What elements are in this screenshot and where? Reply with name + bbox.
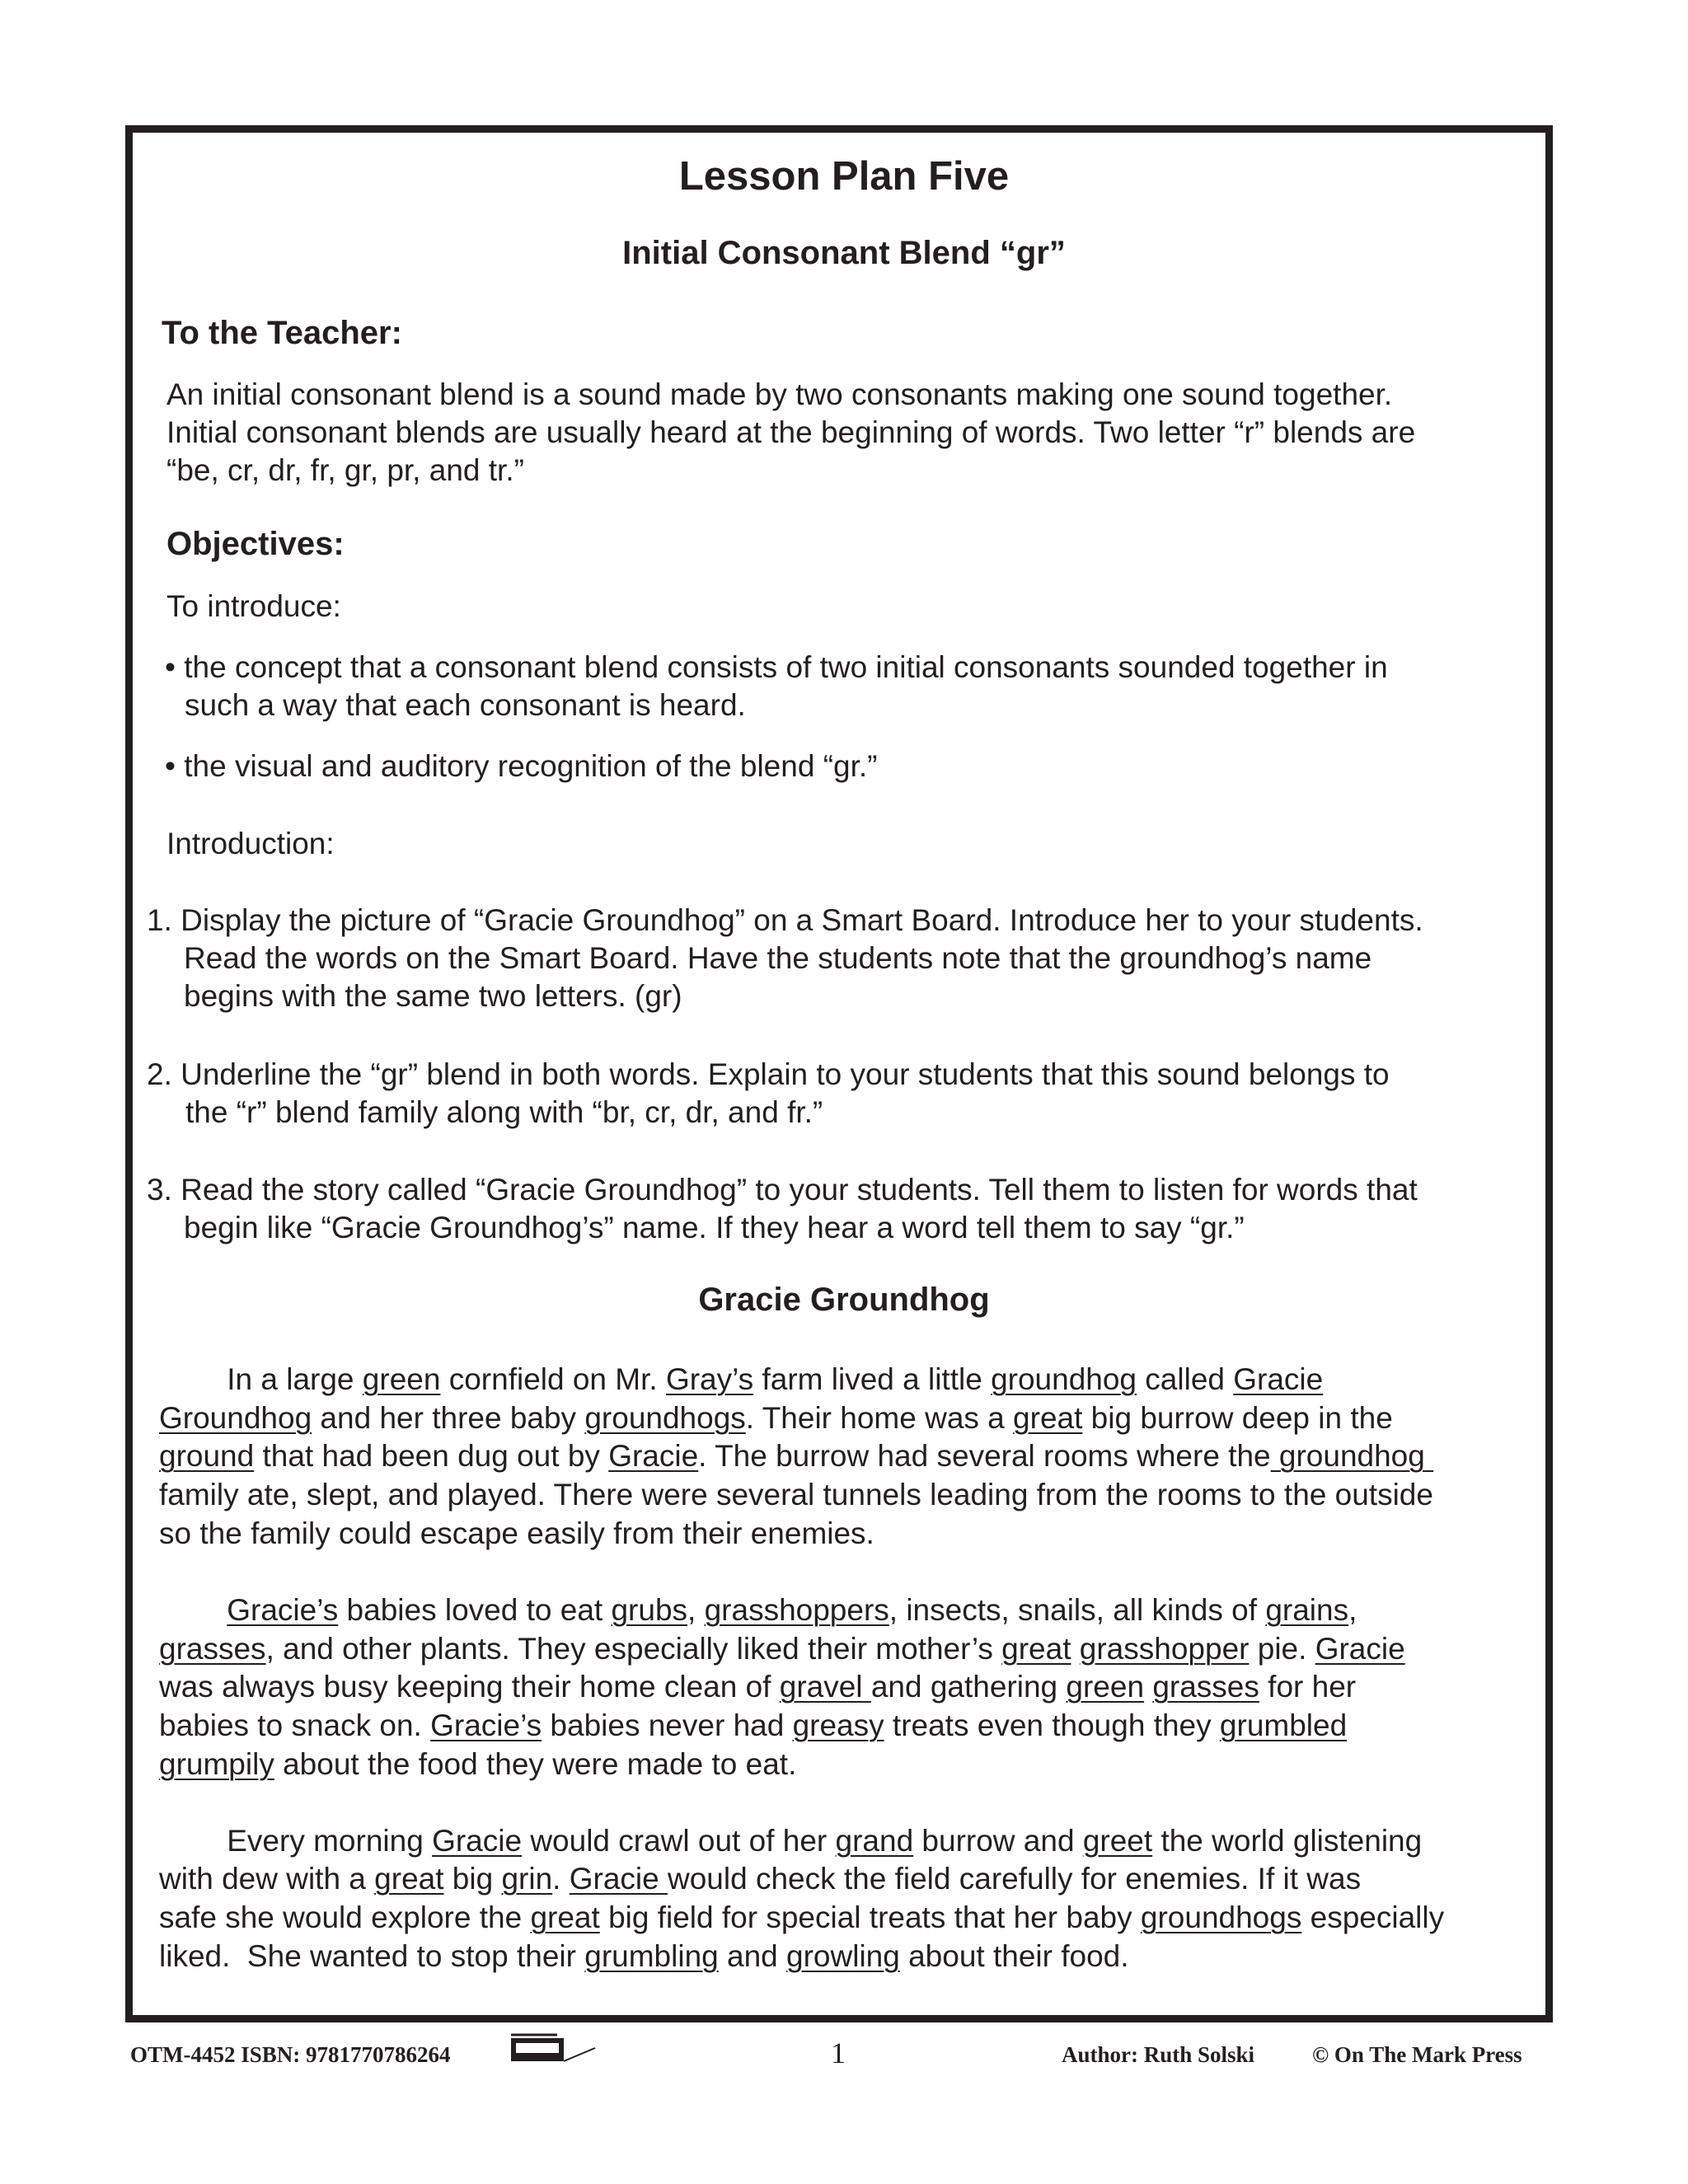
story-text-run: so the family could escape easily from their enemies.: [159, 1516, 874, 1550]
story-text-run: , insects, snails, all kinds of: [889, 1592, 1266, 1627]
bullet-line: • the visual and auditory recognition of the blend “gr.”: [165, 749, 878, 783]
step-line: begin like “Gracie Groundhog’s” name. If they hear a word tell them to say “gr.”: [184, 1211, 1245, 1244]
story-line: [159, 1821, 1422, 1860]
story-text-run: [1144, 1670, 1152, 1704]
page-subtitle: Initial Consonant Blend “gr”: [622, 235, 1066, 271]
objectives-heading: Objectives:: [166, 526, 345, 562]
story-line: [159, 1591, 1357, 1629]
underlined-word: Gracie’s: [227, 1592, 339, 1627]
story-text-run: ,: [687, 1592, 705, 1627]
teacher-line: Initial consonant blends are usually heard at the beginning of words. Two letter “r” blends are: [166, 415, 1416, 449]
underlined-word: grand: [835, 1823, 914, 1858]
underlined-word: great: [374, 1862, 444, 1896]
page-title: Lesson Plan Five: [678, 154, 1010, 199]
story-text-run: big: [443, 1862, 502, 1896]
story-text-run: In a large: [159, 1362, 363, 1396]
story-text-run: . Their home was a: [745, 1400, 1014, 1435]
story-text-run: babies loved to eat: [338, 1592, 612, 1627]
story-line: [159, 1859, 1361, 1898]
page-number: 1: [831, 2036, 846, 2069]
story-text-run: the world glistening: [1152, 1823, 1423, 1858]
underlined-word: grubs: [611, 1592, 688, 1627]
underlined-word: great: [1013, 1400, 1083, 1435]
story-text-run: farm lived a little: [753, 1362, 992, 1396]
story-text-run: cornfield on Mr.: [440, 1362, 666, 1396]
underlined-word: grumpily: [159, 1746, 274, 1781]
underlined-word: Gracie’s: [430, 1708, 542, 1742]
underlined-word: grains: [1265, 1592, 1349, 1627]
footer-code: OTM-4452 ISBN: 9781770786264: [130, 2042, 451, 2067]
underlined-word: Gracie: [1315, 1631, 1405, 1666]
step-line: 2. Underline the “gr” blend in both words. Explain to your students that this sound belongs to: [147, 1057, 1390, 1091]
underlined-word: grasses: [1152, 1670, 1259, 1704]
story-text-run: pie.: [1249, 1631, 1315, 1666]
story-line: [159, 1937, 1129, 1975]
story-text-run: [159, 1593, 227, 1627]
underlined-word: grasshoppers: [704, 1592, 889, 1627]
underlined-word: green: [362, 1362, 441, 1396]
story-text-run: burrow and: [913, 1823, 1083, 1858]
story-text-run: big burrow deep in the: [1082, 1400, 1393, 1435]
underlined-word: Gray’s: [665, 1362, 754, 1396]
story-text-run: Every morning: [159, 1823, 433, 1858]
story-text-run: babies never had: [542, 1708, 793, 1742]
story-text-run: family ate, slept, and played. There were several tunnels leading from the rooms to the outside: [159, 1478, 1433, 1512]
story-text-run: big field for special treats that her baby: [599, 1900, 1141, 1934]
step-line: 1. Display the picture of “Gracie Groundhog” on a Smart Board. Introduce her to your students.: [147, 903, 1423, 937]
underlined-word: groundhog: [1270, 1439, 1434, 1474]
story-text-run: and gathering: [870, 1670, 1067, 1704]
story-text-run: ,: [1348, 1592, 1357, 1627]
teacher-heading: To the Teacher:: [162, 315, 402, 351]
bullet-line: • the concept that a consonant blend consists of two initial consonants sounded together in: [165, 650, 1388, 684]
story-text-run: babies to snack on.: [159, 1708, 431, 1742]
underlined-word: great: [1001, 1631, 1071, 1666]
step-line: the “r” blend family along with “br, cr, dr, and fr.”: [185, 1095, 823, 1129]
story-text-run: with dew with a: [159, 1862, 375, 1896]
story-line: [159, 1436, 1433, 1475]
story-text-run: safe she would explore the: [159, 1900, 531, 1934]
underlined-word: gravel: [779, 1670, 871, 1704]
underlined-word: growling: [786, 1938, 900, 1973]
teacher-line: An initial consonant blend is a sound made by two consonants making one sound together.: [166, 377, 1393, 411]
underlined-word: greasy: [792, 1708, 884, 1742]
underlined-word: grin: [501, 1862, 553, 1896]
teacher-line: “be, cr, dr, fr, gr, pr, and tr.”: [166, 453, 524, 487]
story-text-run: that had been dug out by: [254, 1439, 609, 1474]
story-line: [159, 1898, 1444, 1937]
underlined-word: green: [1066, 1670, 1145, 1704]
underlined-word: Gracie: [432, 1823, 523, 1858]
story-text-run: for her: [1259, 1670, 1357, 1704]
bullet-line: such a way that each consonant is heard.: [185, 688, 746, 722]
story-line: [159, 1475, 1433, 1514]
underlined-word: great: [530, 1900, 600, 1934]
underlined-word: groundhogs: [584, 1400, 746, 1435]
story-text-run: , and other plants. They especially liked their mother’s: [265, 1631, 1002, 1666]
underlined-word: Groundhog: [159, 1400, 312, 1435]
underlined-word: grumbled: [1219, 1708, 1348, 1742]
footer-author: Author: Ruth Solski: [1062, 2042, 1255, 2067]
underlined-word: grumbling: [584, 1938, 719, 1973]
footer-publisher: © On The Mark Press: [1312, 2042, 1522, 2067]
story-text-run: would check the field carefully for enemies. If it was: [667, 1862, 1362, 1896]
story-text-run: .: [552, 1862, 570, 1896]
story-line: [159, 1399, 1393, 1437]
story-title: Gracie Groundhog: [698, 1282, 990, 1318]
story-text-run: would crawl out of her: [522, 1823, 836, 1858]
underlined-word: ground: [159, 1439, 255, 1474]
underlined-word: greet: [1082, 1823, 1153, 1858]
story-line: [159, 1629, 1405, 1668]
story-text-run: about the food they were made to eat.: [274, 1746, 797, 1781]
story-text-run: . The burrow had several rooms where the: [698, 1439, 1271, 1474]
underlined-word: grasses: [159, 1631, 266, 1666]
underlined-word: groundhogs: [1140, 1900, 1302, 1934]
story-text-run: [1071, 1632, 1080, 1666]
story-line: [159, 1360, 1323, 1399]
underlined-word: grasshopper: [1079, 1631, 1250, 1666]
story-text-run: treats even though they: [884, 1708, 1220, 1742]
book-icon: [509, 2032, 600, 2063]
story-line: [159, 1706, 1347, 1745]
underlined-word: groundhog: [991, 1362, 1137, 1396]
story-text-run: about their food.: [899, 1938, 1129, 1973]
step-line: begins with the same two letters. (gr): [184, 979, 682, 1013]
underlined-word: Gracie: [1233, 1362, 1324, 1396]
story-line: [159, 1514, 874, 1553]
story-text-run: and her three baby: [312, 1400, 585, 1435]
story-text-run: called: [1137, 1362, 1234, 1396]
underlined-word: Gracie: [608, 1439, 699, 1474]
underlined-word: Gracie: [569, 1862, 668, 1896]
story-line: [159, 1745, 796, 1783]
step-line: 3. Read the story called “Gracie Groundhog” to your students. Tell them to listen for words that: [147, 1173, 1418, 1207]
story-line: [159, 1667, 1356, 1706]
story-text-run: and: [718, 1938, 787, 1973]
story-text-run: especially: [1301, 1900, 1445, 1934]
to-introduce-label: To introduce:: [166, 589, 341, 623]
introduction-label: Introduction:: [166, 827, 335, 860]
story-text-run: liked. She wanted to stop their: [159, 1938, 585, 1973]
step-line: Read the words on the Smart Board. Have the students note that the groundhog’s name: [184, 941, 1372, 975]
story-text-run: was always busy keeping their home clean of: [159, 1670, 780, 1704]
